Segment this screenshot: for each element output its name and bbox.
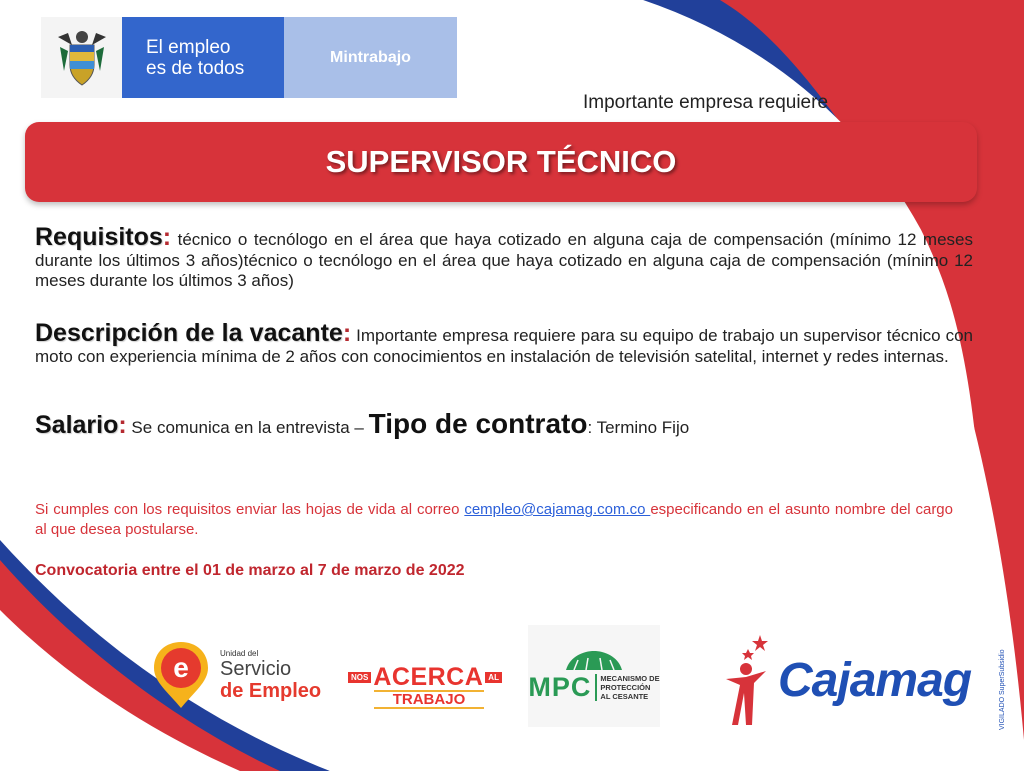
servicio-empleo-logo: [150, 635, 340, 715]
acerca-tag-right: AL: [485, 672, 502, 683]
call-dates: Convocatoria entre el 01 de marzo al 7 de marzo de 2022: [35, 562, 465, 579]
job-title: SUPERVISOR TÉCNICO: [325, 144, 677, 179]
slogan-line-1: El empleo: [146, 36, 231, 58]
servicio-empleo-text: [220, 649, 321, 702]
ministry-label: Mintrabajo: [284, 17, 457, 98]
cajamag-logo: [720, 630, 1010, 730]
mpc-mark: [528, 650, 659, 703]
contract-text: Termino Fijo: [592, 418, 690, 437]
acerca-row: [348, 665, 508, 690]
mpc-logo: [528, 625, 660, 727]
requirements-heading: Requisitos: [35, 223, 163, 251]
cajamag-figure-icon: [720, 631, 776, 729]
contract-colon: :: [587, 418, 593, 437]
government-header: [41, 17, 457, 98]
requirements-colon: :: [162, 223, 172, 251]
mpc-caption-line-3: AL CESANTE: [600, 691, 649, 701]
description-colon: :: [342, 319, 352, 347]
colombia-coat-of-arms-icon: [54, 27, 110, 89]
mpc-letters: MPC: [528, 671, 592, 702]
servicio-line-2: de Empleo: [220, 679, 322, 702]
contract-heading: Tipo de contrato: [368, 408, 588, 439]
requirements-text: técnico o tecnólogo en el área que haya cotizado en alguna caja de compensación (mínimo 12 meses durante los últimos 3 años)técnico o tecnólogo en el área que haya cotizado en alguna caja de compensación (mínimo 12 meses durante los últimos 3 años): [35, 230, 973, 290]
svg-text:e: e: [173, 652, 189, 683]
umbrella-icon: [564, 650, 624, 672]
salary-section: [35, 408, 973, 439]
acerca-tag-left: NOS: [348, 672, 371, 683]
email-link[interactable]: cempleo@cajamag.com.co: [464, 501, 651, 518]
apply-text-before: Si cumples con los requisitos enviar las hojas de vida al correo: [35, 501, 465, 518]
salary-colon: :: [118, 411, 127, 439]
slogan-line-2: es de todos: [146, 57, 245, 79]
gov-slogan: [122, 17, 284, 98]
requirements-section: [35, 223, 973, 292]
servicio-small-text: Unidad del: [220, 648, 259, 658]
nos-acerca-logo: [348, 665, 508, 709]
apply-text-after: especificando en el asunto nombre del cargo al que desea postularse.: [35, 501, 953, 538]
intro-text: Importante empresa requiere: [583, 92, 829, 113]
description-section: [35, 319, 973, 367]
servicio-empleo-pin-icon: [150, 640, 212, 710]
mpc-caption: [595, 674, 659, 701]
acerca-subtitle: TRABAJO: [374, 690, 484, 709]
mpc-caption-line-2: PROTECCIÓN: [600, 682, 651, 692]
description-text: Importante empresa requiere para su equipo de trabajo un supervisor técnico con moto con experiencia mínima de 2 años con conocimientos en instalación de televisión satelital, internet y redes internas.: [35, 326, 973, 366]
description-heading: Descripción de la vacante: [35, 319, 343, 347]
title-banner: [25, 122, 977, 202]
servicio-line-1: Servicio: [220, 657, 292, 680]
mpc-caption-line-1: MECANISMO DE: [600, 673, 660, 683]
vigilado-text: VIGILADO SuperSubsidio: [999, 649, 1006, 730]
coat-of-arms-icon: [41, 17, 122, 98]
salary-heading: Salario: [35, 411, 119, 439]
salary-text: Se comunica en la entrevista –: [126, 418, 369, 437]
cajamag-wordmark: Cajamag: [778, 653, 972, 707]
acerca-word: ACERCA: [373, 663, 484, 691]
apply-instructions: [35, 500, 953, 540]
vigilado-supersubsidio-badge: [994, 632, 1008, 732]
